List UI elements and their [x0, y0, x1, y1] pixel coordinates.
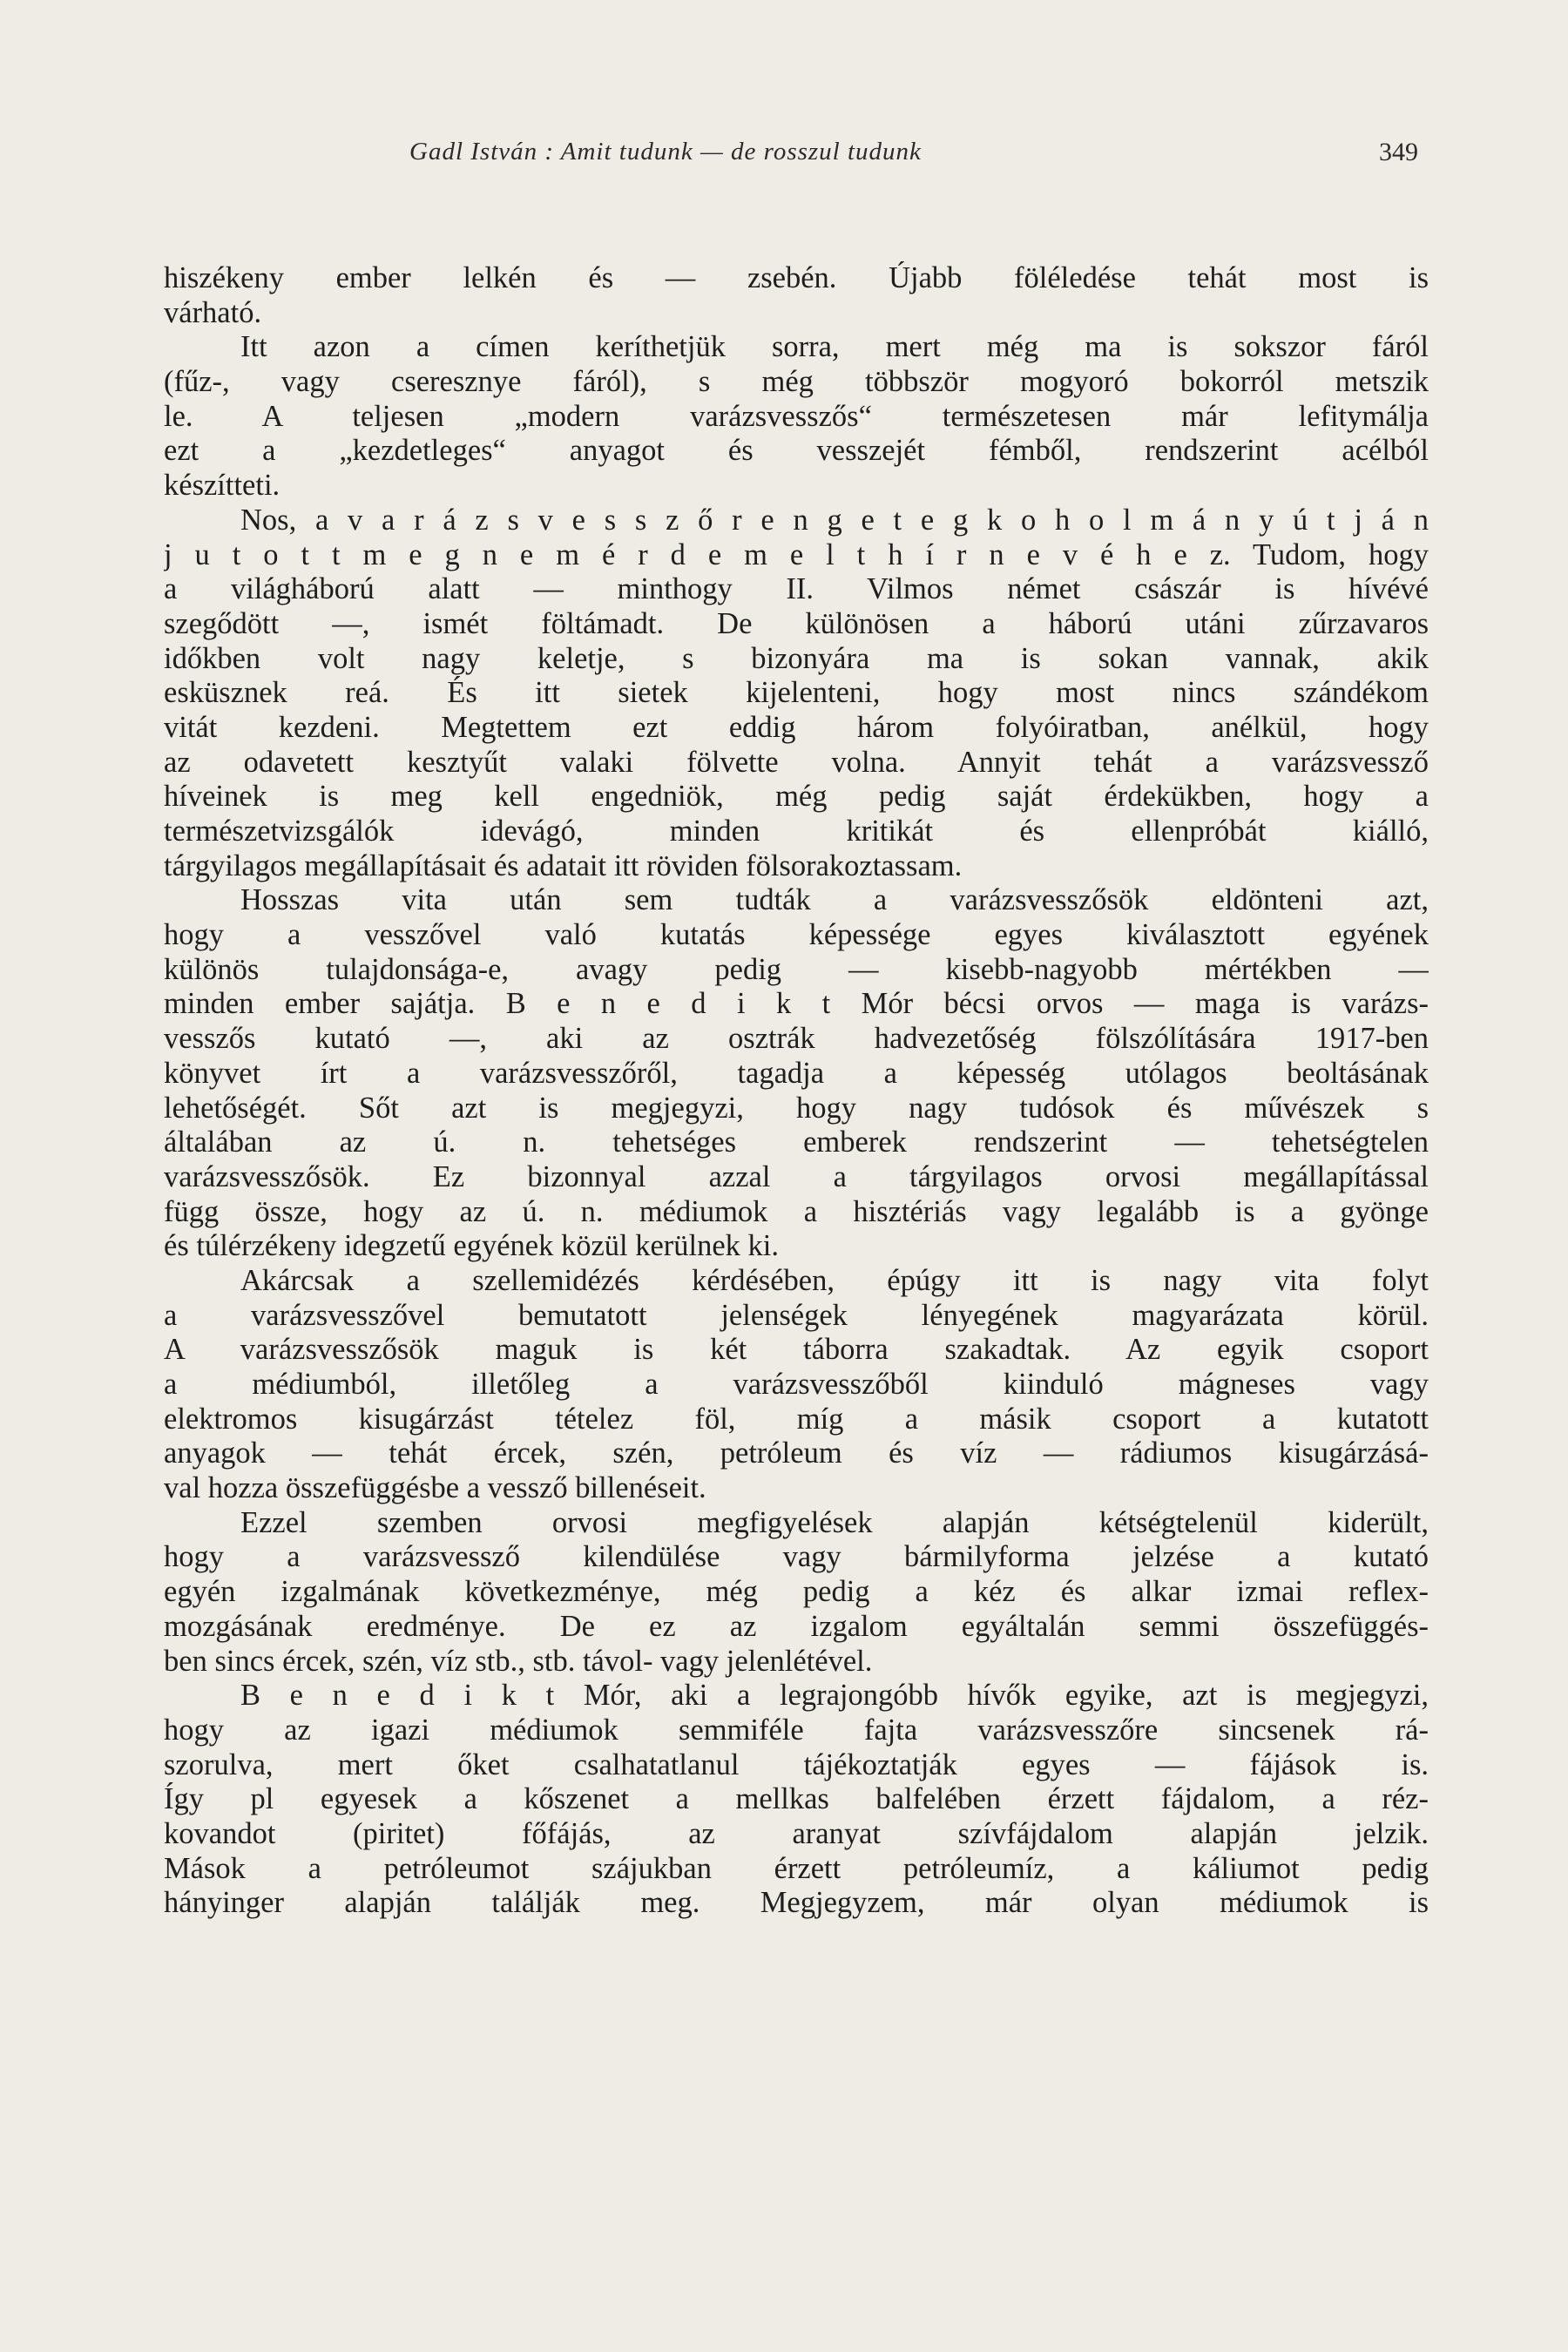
text-line: j u t o t t m e g n e m é r d e m e l t h í r n e v é h e z. Tudom, hogy	[164, 537, 1429, 571]
text-line: ezt a „kezdetleges“ anyagot és vesszejét fémből, rendszerint acélból	[164, 434, 1429, 468]
text-line: B e n e d i k t Mór, aki a legrajongóbb hívők egyike, azt is megjegyzi,	[240, 1679, 1429, 1713]
text-line: egyén izgalmának következménye, még pedig a kéz és alkar izmai reflex-	[164, 1575, 1429, 1609]
text-line: híveinek is meg kell engedniök, még pedig saját érdekükben, hogy a	[164, 780, 1429, 814]
text-line: készítteti.	[164, 469, 280, 503]
text-line: lehetőségét. Sőt azt is megjegyzi, hogy nagy tudósok és művészek s	[164, 1091, 1429, 1125]
text-line: tárgyilagos megállapításait és adatait itt röviden fölsorakoztassam.	[164, 848, 963, 882]
text-line: szorulva, mert őket csalhatatlanul tájékoztatják egyes — fájások is.	[164, 1747, 1429, 1781]
text-line: időkben volt nagy keletje, s bizonyára ma is sokan vannak, akik	[164, 641, 1429, 675]
text-line: Itt azon a címen keríthetjük sorra, mert még ma is sokszor fáról	[240, 330, 1429, 364]
text-line: vitát kezdeni. Megtettem ezt eddig három folyóiratban, anélkül, hogy	[164, 710, 1429, 744]
text-line: függ össze, hogy az ú. n. médiumok a hisztériás vagy legalább is a gyönge	[164, 1194, 1429, 1228]
text-line: (fűz-, vagy cseresznye fáról), s még többször mogyoró bokorról metszik	[164, 365, 1429, 399]
text-line: varázsvesszősök. Ez bizonnyal azzal a tárgyilagos orvosi megállapítással	[164, 1159, 1429, 1193]
text-line: általában az ú. n. tehetséges emberek rendszerint — tehetségtelen	[164, 1125, 1429, 1159]
text-line: Így pl egyesek a kőszenet a mellkas balfelében érzett fájdalom, a réz-	[164, 1782, 1429, 1816]
text-line: különös tulajdonsága-e, avagy pedig — kisebb-nagyobb mértékben —	[164, 952, 1429, 986]
text-line: mozgásának eredménye. De ez az izgalom egyáltalán semmi összefüggés-	[164, 1609, 1429, 1643]
text-line: és túlérzékeny idegzetű egyének közül kerülnek ki.	[164, 1229, 780, 1263]
page-number: 349	[1379, 138, 1418, 166]
text-line: kovandot (piritet) főfájás, az aranyat szívfájdalom alapján jelzik.	[164, 1816, 1429, 1850]
text-line: az odavetett kesztyűt valaki fölvette volna. Annyit tehát a varázsvessző	[164, 745, 1429, 779]
text-line: a világháború alatt — minthogy II. Vilmos német császár is hívévé	[164, 572, 1429, 606]
text-line: hogy az igazi médiumok semmiféle fajta varázsvesszőre sincsenek rá-	[164, 1713, 1429, 1747]
text-line: könyvet írt a varázsvesszőről, tagadja a képesség utólagos beoltásának	[164, 1056, 1429, 1090]
text-line: elektromos kisugárzást tételez föl, míg a másik csoport a kutatott	[164, 1402, 1429, 1436]
text-line: hogy a vesszővel való kutatás képessége egyes kiválasztott egyének	[164, 918, 1429, 952]
running-head: Gadl István : Amit tudunk — de rosszul tudunk	[409, 138, 922, 166]
text-line: Ezzel szemben orvosi megfigyelések alapján kétségtelenül kiderült,	[240, 1505, 1429, 1539]
text-line: le. A teljesen „modern varázsvesszős“ természetesen már lefitymálja	[164, 399, 1429, 433]
text-line: hányinger alapján találják meg. Megjegyzem, már olyan médiumok is	[164, 1886, 1429, 1920]
text-line: hiszékeny ember lelkén és — zsebén. Újabb föléledése tehát most is	[164, 261, 1429, 294]
text-line: ben sincs ércek, szén, víz stb., stb. távol- vagy jelenlétével.	[164, 1644, 873, 1678]
text-line: természetvizsgálók idevágó, minden kritikát és ellenpróbát kiálló,	[164, 814, 1429, 848]
text-line: Hosszas vita után sem tudták a varázsvesszősök eldönteni azt,	[240, 883, 1429, 917]
text-line: Nos, a v a r á z s v e s s z ő r e n g e t e g k o h o l m á n y ú t j á n	[240, 503, 1429, 537]
text-line: minden ember sajátja. B e n e d i k t Mór bécsi orvos — maga is varázs-	[164, 987, 1429, 1021]
text-line: várható.	[164, 295, 262, 329]
text-line: vesszős kutató —, aki az osztrák hadvezetőség fölszólítására 1917-ben	[164, 1022, 1429, 1056]
text-line: anyagok — tehát ércek, szén, petróleum és víz — rádiumos kisugárzásá-	[164, 1436, 1429, 1470]
text-line: Mások a petróleumot szájukban érzett petróleumíz, a káliumot pedig	[164, 1851, 1429, 1885]
text-line: Akárcsak a szellemidézés kérdésében, épúgy itt is nagy vita folyt	[240, 1263, 1429, 1297]
text-line: szegődött —, ismét föltámadt. De különösen a háború utáni zűrzavaros	[164, 606, 1429, 640]
text-line: a médiumból, illetőleg a varázsvesszőből kiinduló mágneses vagy	[164, 1368, 1429, 1401]
text-line: hogy a varázsvessző kilendülése vagy bármilyforma jelzése a kutató	[164, 1540, 1429, 1574]
text-line: esküsznek reá. És itt sietek kijelenteni, hogy most nincs szándékom	[164, 676, 1429, 710]
text-line: val hozza összefüggésbe a vessző billenéseit.	[164, 1471, 706, 1505]
body-text	[164, 261, 1429, 1921]
text-line: a varázsvesszővel bemutatott jelenségek lényegének magyarázata körül.	[164, 1298, 1429, 1332]
text-line: A varázsvesszősök maguk is két táborra szakadtak. Az egyik csoport	[164, 1333, 1429, 1367]
